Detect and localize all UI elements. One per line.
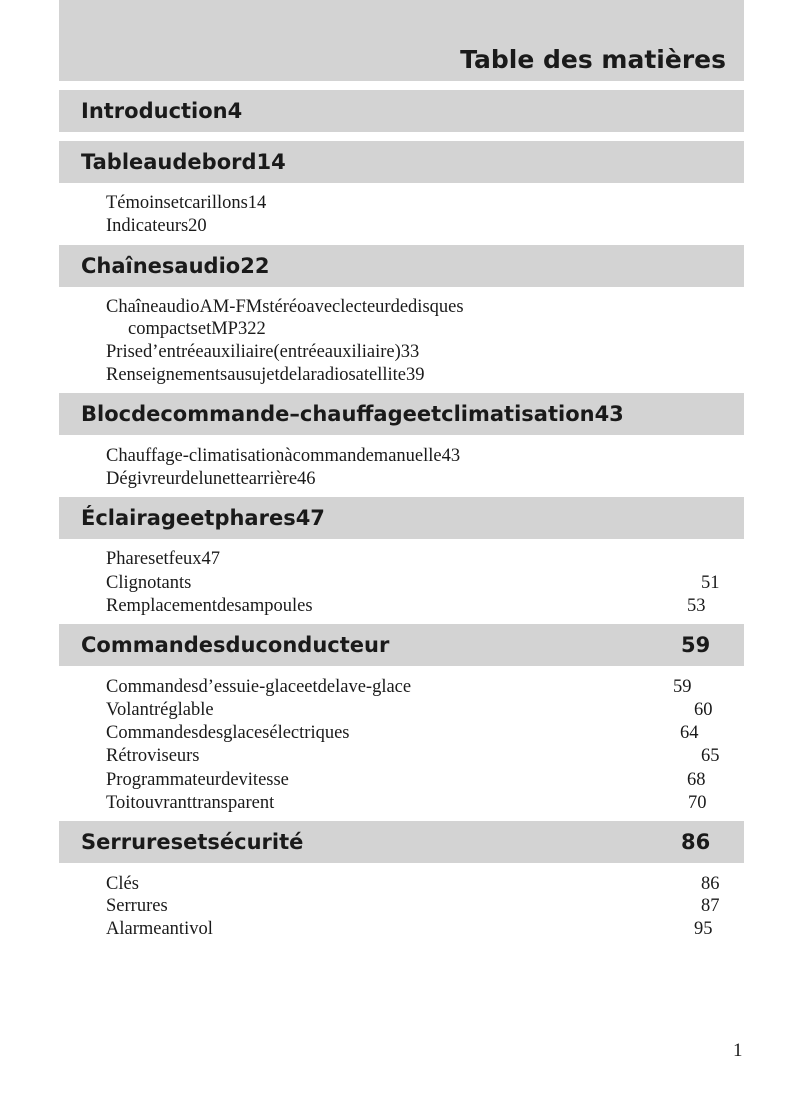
toc-entry[interactable]: Commandesdesglacesélectriques: [106, 723, 350, 743]
toc-entry[interactable]: Chauffage-climatisationàcommandemanuelle43: [106, 446, 461, 466]
toc-entry[interactable]: Indicateurs20: [106, 216, 207, 236]
toc-entry[interactable]: Volantréglable: [106, 700, 214, 720]
section-header-eclairage-et-phares[interactable]: [59, 497, 744, 539]
section-title: Blocdecommande–chauffageetclimatisation43: [81, 402, 624, 426]
section-title: Commandesduconducteur: [81, 633, 390, 657]
toc-entry-continuation[interactable]: compactsetMP322: [128, 319, 266, 339]
section-page: 86: [681, 830, 711, 854]
title-bar: [59, 0, 744, 81]
section-header-introduction[interactable]: [59, 90, 744, 132]
toc-entry-page: 65: [701, 746, 720, 766]
section-title: Chaînesaudio22: [81, 254, 270, 278]
toc-entry[interactable]: Commandesd’essuie-glaceetdelave-glace: [106, 677, 412, 697]
section-header-commandes-du-conducteur[interactable]: [59, 624, 744, 666]
toc-entry-page: 95: [694, 919, 713, 939]
section-header-serrures-et-securite[interactable]: [59, 821, 744, 863]
section-header-chaines-audio[interactable]: [59, 245, 744, 287]
toc-entry-page: 87: [701, 896, 720, 916]
toc-entry[interactable]: Témoinsetcarillons14: [106, 193, 267, 213]
toc-entry-page: 59: [673, 677, 692, 697]
toc-entry[interactable]: Serrures: [106, 896, 168, 916]
toc-entry-page: 60: [694, 700, 713, 720]
toc-entry[interactable]: Alarmeantivol: [106, 919, 213, 939]
toc-entry-page: 53: [687, 596, 706, 616]
section-title: Tableaudebord14: [81, 150, 286, 174]
toc-entry[interactable]: Clés: [106, 874, 139, 894]
toc-entry[interactable]: Renseignementsausujetdelaradiosatellite39: [106, 365, 425, 385]
toc-entry[interactable]: Clignotants: [106, 573, 192, 593]
page-title: Table des matières: [460, 45, 726, 74]
toc-entry[interactable]: Toitouvranttransparent: [106, 793, 275, 813]
section-title: Serruresetsécurité: [81, 830, 304, 854]
toc-entry[interactable]: Pharesetfeux47: [106, 549, 221, 569]
section-header-tableau-de-bord[interactable]: [59, 141, 744, 183]
section-title: Introduction4: [81, 99, 243, 123]
toc-entry-page: 64: [680, 723, 699, 743]
toc-entry[interactable]: Dégivreurdelunettearrière46: [106, 469, 316, 489]
section-title: Éclairageetphares47: [81, 506, 325, 530]
toc-entry-page: 70: [688, 793, 707, 813]
section-page: 59: [681, 633, 711, 657]
toc-entry-page: 51: [701, 573, 720, 593]
toc-entry[interactable]: Remplacementdesampoules: [106, 596, 313, 616]
toc-entry[interactable]: Rétroviseurs: [106, 746, 200, 766]
toc-entry-page: 68: [687, 770, 706, 790]
toc-entry[interactable]: Prised’entréeauxiliaire(entréeauxiliaire)33: [106, 342, 420, 362]
page-number: 1: [733, 1040, 743, 1061]
toc-entry-page: 86: [701, 874, 720, 894]
section-header-bloc-de-commande[interactable]: [59, 393, 744, 435]
toc-entry[interactable]: ChaîneaudioAM-FMstéréoaveclecteurdedisques: [106, 297, 464, 317]
toc-entry[interactable]: Programmateurdevitesse: [106, 770, 289, 790]
